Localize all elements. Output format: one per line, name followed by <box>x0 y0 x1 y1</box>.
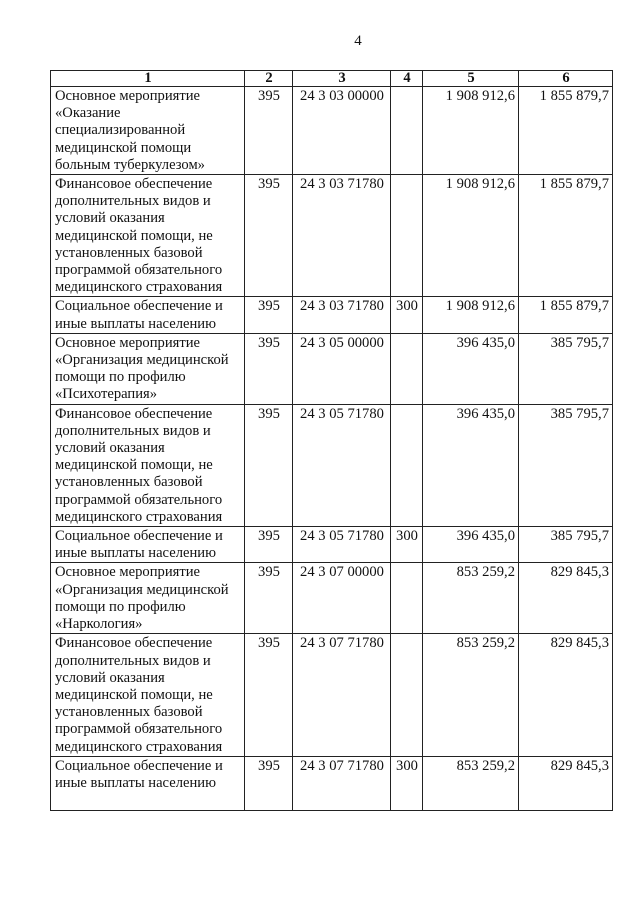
table-row <box>51 404 613 526</box>
row-type-cell <box>391 634 423 756</box>
row-sum1-cell: 853 259,2 <box>423 756 519 810</box>
row-name-cell: Финансовое обеспечение дополнительных видов и условий оказания медицинской помощи, не установленных базовой программой обязательного медицинского страхования <box>51 634 245 756</box>
row-sum1-cell: 853 259,2 <box>423 634 519 756</box>
table-row <box>51 756 613 810</box>
row-target-cell: 24 3 03 00000 <box>293 87 391 175</box>
column-header: 1 <box>51 71 245 87</box>
row-code-cell: 395 <box>245 527 293 563</box>
row-name-cell: Социальное обеспечение и иные выплаты населению <box>51 756 245 810</box>
table-row <box>51 87 613 175</box>
row-code-cell: 395 <box>245 175 293 297</box>
row-code-cell: 395 <box>245 563 293 634</box>
row-type-cell <box>391 563 423 634</box>
column-header: 3 <box>293 71 391 87</box>
row-name-cell: Социальное обеспечение и иные выплаты населению <box>51 297 245 333</box>
column-header: 4 <box>391 71 423 87</box>
row-code-cell: 395 <box>245 756 293 810</box>
row-target-cell: 24 3 05 00000 <box>293 333 391 404</box>
row-sum2-cell: 829 845,3 <box>519 756 613 810</box>
row-target-cell: 24 3 07 71780 <box>293 634 391 756</box>
row-target-cell: 24 3 03 71780 <box>293 175 391 297</box>
row-code-cell: 395 <box>245 333 293 404</box>
row-sum2-cell: 1 855 879,7 <box>519 175 613 297</box>
row-name-cell: Основное мероприятие «Организация медицинской помощи по профилю «Наркология» <box>51 563 245 634</box>
row-sum1-cell: 1 908 912,6 <box>423 175 519 297</box>
row-type-cell <box>391 175 423 297</box>
row-name-cell: Финансовое обеспечение дополнительных видов и условий оказания медицинской помощи, не установленных базовой программой обязательного медицинского страхования <box>51 175 245 297</box>
row-sum2-cell: 1 855 879,7 <box>519 87 613 175</box>
row-sum2-cell: 385 795,7 <box>519 404 613 526</box>
row-name-cell: Финансовое обеспечение дополнительных видов и условий оказания медицинской помощи, не установленных базовой программой обязательного медицинского страхования <box>51 404 245 526</box>
table-row <box>51 297 613 333</box>
row-target-cell: 24 3 03 71780 <box>293 297 391 333</box>
row-code-cell: 395 <box>245 87 293 175</box>
row-code-cell: 395 <box>245 634 293 756</box>
row-sum1-cell: 1 908 912,6 <box>423 297 519 333</box>
row-code-cell: 395 <box>245 404 293 526</box>
row-type-cell <box>391 404 423 526</box>
column-header: 6 <box>519 71 613 87</box>
row-sum2-cell: 829 845,3 <box>519 634 613 756</box>
column-header: 2 <box>245 71 293 87</box>
row-sum2-cell: 385 795,7 <box>519 333 613 404</box>
table-row <box>51 634 613 756</box>
row-sum1-cell: 853 259,2 <box>423 563 519 634</box>
row-name-cell: Основное мероприятие «Организация медицинской помощи по профилю «Психотерапия» <box>51 333 245 404</box>
table-header-row <box>51 71 613 87</box>
row-target-cell: 24 3 07 00000 <box>293 563 391 634</box>
column-header: 5 <box>423 71 519 87</box>
row-type-cell <box>391 87 423 175</box>
row-type-cell: 300 <box>391 297 423 333</box>
row-sum2-cell: 385 795,7 <box>519 527 613 563</box>
row-sum2-cell: 1 855 879,7 <box>519 297 613 333</box>
row-code-cell: 395 <box>245 297 293 333</box>
table-row <box>51 563 613 634</box>
table-row <box>51 527 613 563</box>
row-sum1-cell: 396 435,0 <box>423 333 519 404</box>
row-type-cell: 300 <box>391 527 423 563</box>
table-row <box>51 175 613 297</box>
row-name-cell: Социальное обеспечение и иные выплаты населению <box>51 527 245 563</box>
page-number: 4 <box>354 33 362 49</box>
row-sum2-cell: 829 845,3 <box>519 563 613 634</box>
row-type-cell <box>391 333 423 404</box>
table-row <box>51 333 613 404</box>
budget-table <box>50 70 613 811</box>
row-sum1-cell: 1 908 912,6 <box>423 87 519 175</box>
row-name-cell: Основное мероприятие «Оказание специализированной медицинской помощи больным туберкулезом» <box>51 87 245 175</box>
row-target-cell: 24 3 05 71780 <box>293 527 391 563</box>
row-target-cell: 24 3 07 71780 <box>293 756 391 810</box>
row-sum1-cell: 396 435,0 <box>423 404 519 526</box>
row-sum1-cell: 396 435,0 <box>423 527 519 563</box>
row-target-cell: 24 3 05 71780 <box>293 404 391 526</box>
row-type-cell: 300 <box>391 756 423 810</box>
